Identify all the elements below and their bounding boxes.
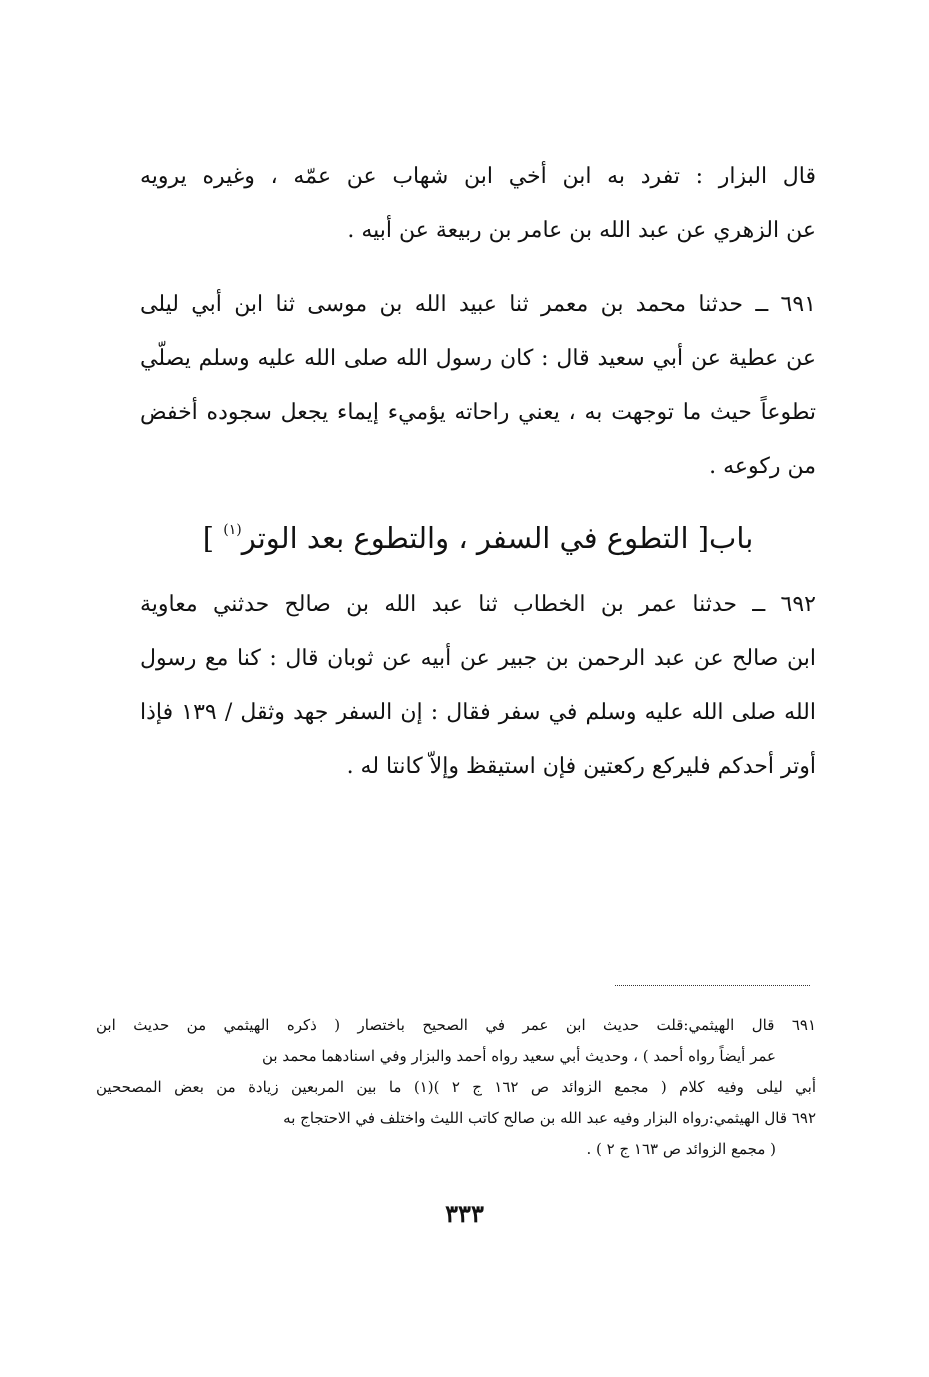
text-line: ٦٩٢ ــ حدثنا عمر بن الخطاب ثنا عبد الله بن صالح حدثني معاوية bbox=[140, 592, 816, 617]
text-line: من ركوعه . bbox=[709, 454, 816, 479]
footnote-line: أبي ليلى وفيه كلام ( مجمع الزوائد ص ١٦٢ ج ٢ )(١) ما بين المربعين زيادة من بعض المصححين bbox=[96, 1078, 816, 1096]
heading-text: باب[ التطوع في السفر ، والتطوع بعد الوتر bbox=[241, 521, 754, 555]
footnote-line: عمر أيضاً رواه أحمد ) ، وحديث أبي سعيد رواه أحمد والبزار وفي اسنادهما محمد بن bbox=[261, 1047, 776, 1065]
hadith-692 bbox=[140, 578, 816, 794]
text-line: الله صلى الله عليه وسلم في سفر فقال : إن السفر جهد وثقل / ١٣٩ فإذا bbox=[140, 700, 816, 725]
footnote-line: ٦٩١ قال الهيثمي:قلت حديث ابن عمر في الصحيح باختصار ( ذكره الهيثمي من حديث ابن bbox=[96, 1016, 816, 1034]
text-line: عن الزهري عن عبد الله بن عامر بن ربيعة عن أبيه . bbox=[347, 218, 816, 243]
footnote-ref: (١) bbox=[223, 522, 242, 538]
text-line: ٦٩١ ــ حدثنا محمد بن معمر ثنا عبيد الله بن موسى ثنا ابن أبي ليلى bbox=[140, 292, 816, 317]
paragraph-commentary bbox=[140, 150, 816, 258]
text-line: تطوعاً حيث ما توجهت به ، يعني راحاته يؤميء إيماء يجعل سجوده أخفض bbox=[140, 400, 816, 425]
footnotes bbox=[96, 1010, 816, 1165]
footnote-line: ( مجمع الزوائد ص ١٦٣ ج ٢ ) . bbox=[586, 1140, 776, 1158]
text-line: قال البزار : تفرد به ابن أخي ابن شهاب عن عمّه ، وغيره يرويه bbox=[140, 164, 816, 189]
text-line: عن عطية عن أبي سعيد قال : كان رسول الله صلى الله عليه وسلم يصلّي bbox=[140, 346, 816, 371]
hadith-691 bbox=[140, 278, 816, 494]
text-line: أوتر أحدكم فليركع ركعتين فإن استيقظ وإلاّ كانتا له . bbox=[346, 754, 816, 779]
chapter-heading bbox=[140, 500, 816, 568]
footnote-line: ٦٩٢ قال الهيثمي:رواه البزار وفيه عبد الله بن صالح كاتب الليث واختلف في الاحتجاج به bbox=[283, 1109, 816, 1127]
page-number: ٣٣٣ bbox=[445, 1199, 484, 1228]
heading-bracket: ] bbox=[202, 521, 224, 555]
footnote-divider bbox=[615, 985, 810, 986]
text-line: ابن صالح عن عبد الرحمن بن جبير عن أبيه عن ثوبان قال : كنا مع رسول bbox=[140, 646, 816, 671]
